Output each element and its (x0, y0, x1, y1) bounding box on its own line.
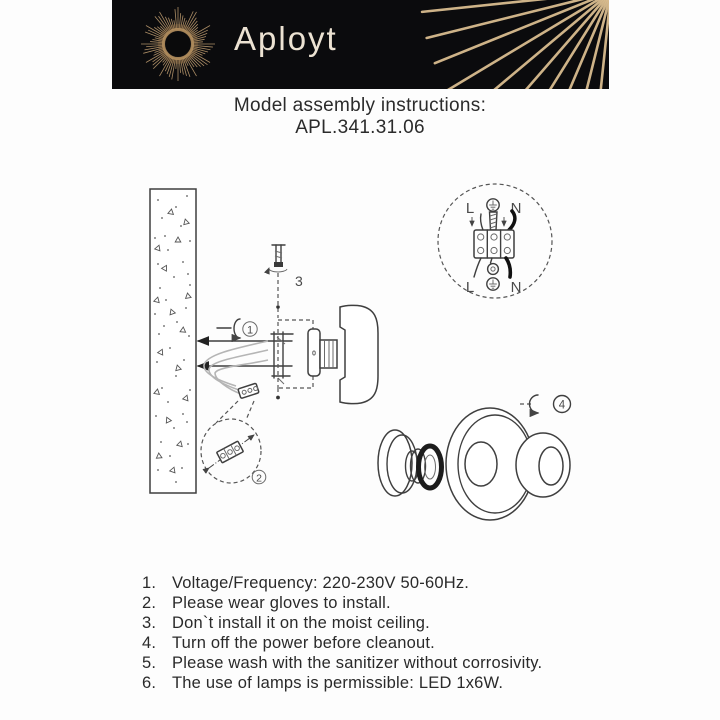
list-item (142, 633, 662, 653)
item-text: Don`t install it on the moist ceiling. (172, 614, 430, 632)
list-item (142, 673, 662, 693)
wall-bracket (271, 332, 293, 384)
terminal-connector (238, 383, 259, 398)
wiring-detail-circle (438, 184, 552, 298)
list-item (142, 613, 662, 633)
exploded-lamp-view (378, 395, 571, 520)
header-band (112, 0, 609, 89)
item-number: 3. (142, 614, 157, 632)
label-n-bottom: N (510, 279, 522, 296)
label-l-bottom: L (465, 279, 475, 296)
item-text: Turn off the power before cleanout. (172, 634, 435, 652)
item-number: 4. (142, 634, 157, 652)
item-text: Please wear gloves to install. (172, 594, 391, 612)
terminal-block (474, 230, 514, 258)
item-number: 1. (142, 574, 157, 592)
brand-name: Aployt (234, 20, 338, 57)
step-label-3: 3 (295, 273, 303, 289)
lamp-side-view (308, 305, 378, 403)
list-item (142, 593, 662, 613)
item-text: Please wash with the sanitizer without corrosivity. (172, 654, 543, 672)
instructions-list (142, 573, 662, 693)
earth-icon-top (487, 199, 499, 211)
rays-decoration-icon (422, 0, 609, 89)
item-number: 6. (142, 674, 157, 692)
label-l-top: L (465, 200, 475, 217)
step-badge-4: 4 (558, 399, 566, 412)
center-screw (269, 245, 287, 272)
connector-detail-circle (201, 419, 266, 485)
list-item (142, 653, 662, 673)
assembly-diagram (0, 160, 720, 580)
rotation-step-1 (217, 319, 257, 338)
item-text: The use of lamps is permissible: LED 1x6W. (172, 674, 504, 692)
step-badge-1: 1 (246, 324, 254, 337)
item-text: Voltage/Frequency: 220-230V 50-60Hz. (172, 574, 470, 592)
wall-section (150, 189, 196, 493)
earth-icon-bottom (487, 278, 499, 290)
list-item (142, 573, 662, 593)
step-badge-2: 2 (256, 472, 262, 485)
starburst-logo-icon (112, 0, 609, 89)
item-number: 5. (142, 654, 157, 672)
assembly-title: Model assembly instructions: (233, 95, 487, 116)
rotation-step-4 (520, 395, 571, 413)
item-number: 2. (142, 594, 157, 612)
supply-wires (204, 341, 268, 423)
model-number: APL.341.31.06 (295, 117, 425, 138)
label-n-top: N (510, 200, 522, 217)
title-block (0, 95, 720, 139)
